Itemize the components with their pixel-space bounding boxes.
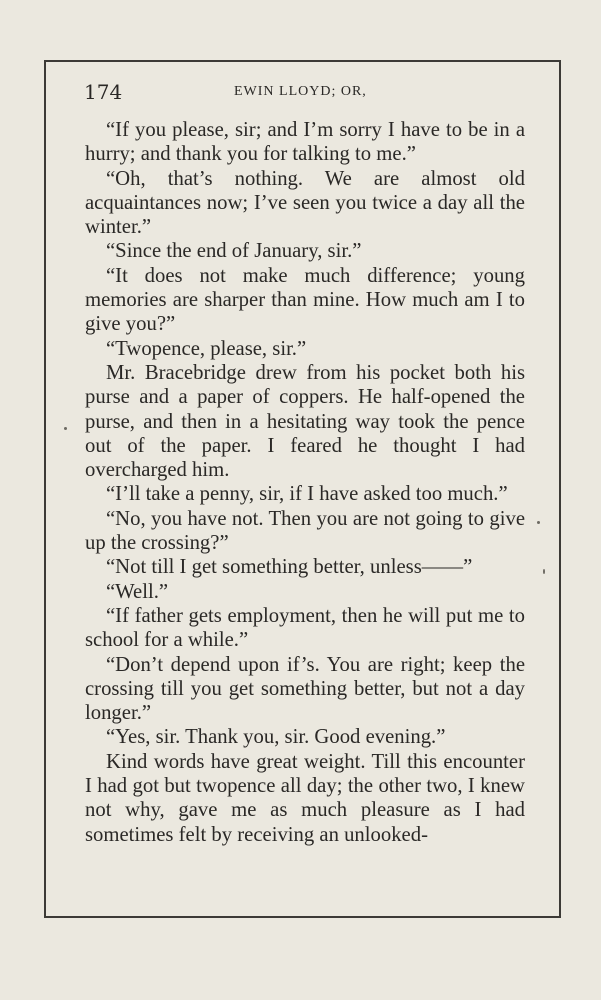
paragraph: “I’ll take a penny, sir, if I have asked too much.” xyxy=(106,483,508,506)
paragraph: “Oh, that’s nothing. We are almost old acquaintances now; I’ve seen you twice a day all the winter.” xyxy=(85,167,525,239)
paragraph: Kind words have great weight. Till this encounter I had got but twopence all day; the other two, I knew not why, gave me as much pleasure as I had sometimes felt by receiving an unlooked- xyxy=(85,750,525,846)
paper-speck xyxy=(537,521,540,524)
paragraph: “Yes, sir. Thank you, sir. Good evening.” xyxy=(106,726,446,749)
paper-speck xyxy=(543,569,545,574)
paragraph: “No, you have not. Then you are not going to give up the crossing?” xyxy=(85,507,525,555)
page-header xyxy=(84,80,524,110)
paragraph: Mr. Bracebridge drew from his pocket both his purse and a paper of coppers. He half-opened the purse, and then in a hesitating way took the pence out of the paper. I feared he thought I had overcharged him. xyxy=(85,361,525,482)
paragraph: “If father gets employment, then he will put me to school for a while.” xyxy=(85,604,525,652)
paragraph: “It does not make much difference; young memories are sharper than mine. How much am I to give you?” xyxy=(85,264,525,336)
paragraph: “Twopence, please, sir.” xyxy=(106,337,307,360)
page-number: 174 xyxy=(84,80,123,104)
paragraph: “Not till I get something better, unless——” xyxy=(106,556,473,579)
paragraph: “Well.” xyxy=(106,580,169,603)
running-head: EWIN LLOYD; OR, xyxy=(234,84,367,99)
body-text xyxy=(85,118,525,847)
paragraph: “Since the end of January, sir.” xyxy=(106,240,362,263)
paper-speck xyxy=(64,427,67,430)
paragraph: “If you please, sir; and I’m sorry I have to be in a hurry; and thank you for talking to me.” xyxy=(85,119,525,166)
paragraph: “Don’t depend upon if’s. You are right; keep the crossing till you get something better, but not a day longer.” xyxy=(85,653,525,725)
